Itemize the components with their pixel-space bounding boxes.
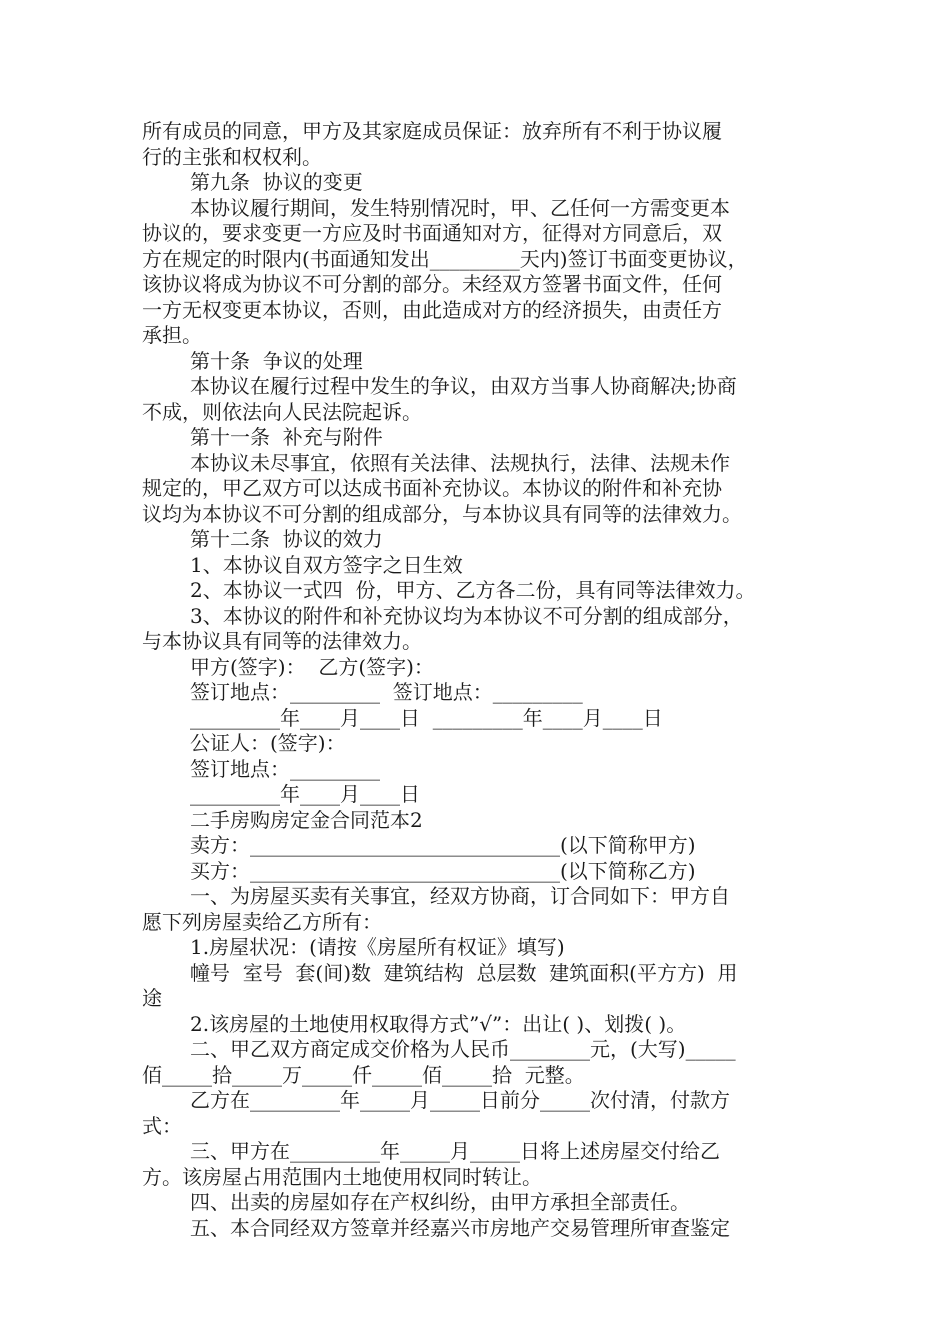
document-line: 途 bbox=[142, 986, 162, 1010]
document-line: 所有成员的同意，甲方及其家庭成员保证：放弃所有不利于协议履 bbox=[142, 119, 722, 143]
document-line: 2.该房屋的土地使用权取得方式”√”：出让( )、划拨( )。 bbox=[190, 1011, 687, 1036]
document-line: 乙方在_________年_____月_____日前分_____次付清，付款方 bbox=[190, 1088, 730, 1112]
document-line: 1、本协议自双方签字之日生效 bbox=[190, 552, 463, 577]
document-line: 规定的，甲乙双方可以达成书面补充协议。本协议的附件和补充协 bbox=[142, 476, 722, 500]
document-line: 本协议未尽事宜，依照有关法律、法规执行，法律、法规未作 bbox=[190, 450, 730, 475]
document-line: 一方无权变更本协议，否则，由此造成对方的经济损失，由责任方 bbox=[142, 297, 722, 322]
document-line: 该协议将成为协议不可分割的部分。未经双方签署书面文件，任何 bbox=[142, 272, 722, 296]
document-line: 甲方(签字)： 乙方(签字)： bbox=[190, 654, 434, 679]
document-line: 愿下列房屋卖给乙方所有： bbox=[142, 909, 382, 934]
document-line: 不成，则依法向人民法院起诉。 bbox=[142, 399, 422, 424]
document-line: 幢号 室号 套(间)数 建筑结构 总层数 建筑面积(平方方) 用 bbox=[190, 960, 738, 985]
document-line: 签订地点：_________ 签订地点：_________ bbox=[190, 680, 583, 704]
document-line: 行的主张和权权利。 bbox=[142, 144, 322, 169]
document-line: 方。该房屋占用范围内土地使用权同时转让。 bbox=[142, 1164, 542, 1189]
document-line: 四、出卖的房屋如存在产权纠纷，由甲方承担全部责任。 bbox=[190, 1190, 690, 1214]
document-line: 1.房屋状况：(请按《房屋所有权证》填写) bbox=[190, 935, 565, 959]
document-line: 式： bbox=[142, 1113, 182, 1138]
document-line: 第十条 争议的处理 bbox=[190, 348, 363, 373]
document-line: 二、甲乙双方商定成交价格为人民币________元，(大写)_____ bbox=[190, 1037, 736, 1061]
document-line: 协议的，要求变更一方应及时书面通知对方，征得对方同意后，双 bbox=[142, 221, 722, 245]
document-line: 第十二条 协议的效力 bbox=[190, 527, 383, 551]
document-body bbox=[142, 119, 810, 1241]
document-line: 佰_____拾_____万_____仟_____佰_____拾 元整。 bbox=[142, 1062, 585, 1087]
document-line: 买方：_______________________________(以下简称乙方) bbox=[190, 858, 696, 883]
document-line: 与本协议具有同等的法律效力。 bbox=[142, 629, 422, 653]
document-line: _________年____月____日 _________年____月____日 bbox=[190, 705, 663, 730]
document-line: 本协议在履行过程中发生的争议，由双方当事人协商解决;协商 bbox=[190, 374, 737, 398]
document-line: 2、本协议一式四 份，甲方、乙方各二份，具有同等法律效力。 bbox=[190, 578, 756, 602]
document-line: 本协议履行期间，发生特别情况时，甲、乙任何一方需变更本 bbox=[190, 195, 730, 220]
document-line: 三、甲方在_________年_____月_____日将上述房屋交付给乙 bbox=[190, 1139, 720, 1163]
document-line: 二手房购房定金合同范本2 bbox=[190, 807, 423, 832]
document-line: 第十一条 补充与附件 bbox=[190, 425, 383, 449]
document-line: 方在规定的时限内(书面通知发出_________天内)签订书面变更协议， bbox=[142, 246, 748, 271]
document-line: 签订地点：_________ bbox=[190, 756, 380, 781]
document-line: 承担。 bbox=[142, 323, 202, 347]
document-line: 卖方：_______________________________(以下简称甲方) bbox=[190, 833, 696, 857]
document-line: 3、本协议的附件和补充协议均为本协议不可分割的组成部分， bbox=[190, 603, 743, 628]
document-line: _________年____月____日 bbox=[190, 782, 420, 806]
document-line: 公证人：(签字)： bbox=[190, 731, 346, 755]
document-line: 议均为本协议不可分割的组成部分，与本协议具有同等的法律效力。 bbox=[142, 501, 742, 526]
document-line: 第九条 协议的变更 bbox=[190, 170, 363, 194]
document-line: 一、为房屋买卖有关事宜，经双方协商，订合同如下：甲方自 bbox=[190, 884, 730, 908]
document-line: 五、本合同经双方签章并经嘉兴市房地产交易管理所审查鉴定 bbox=[190, 1215, 730, 1240]
